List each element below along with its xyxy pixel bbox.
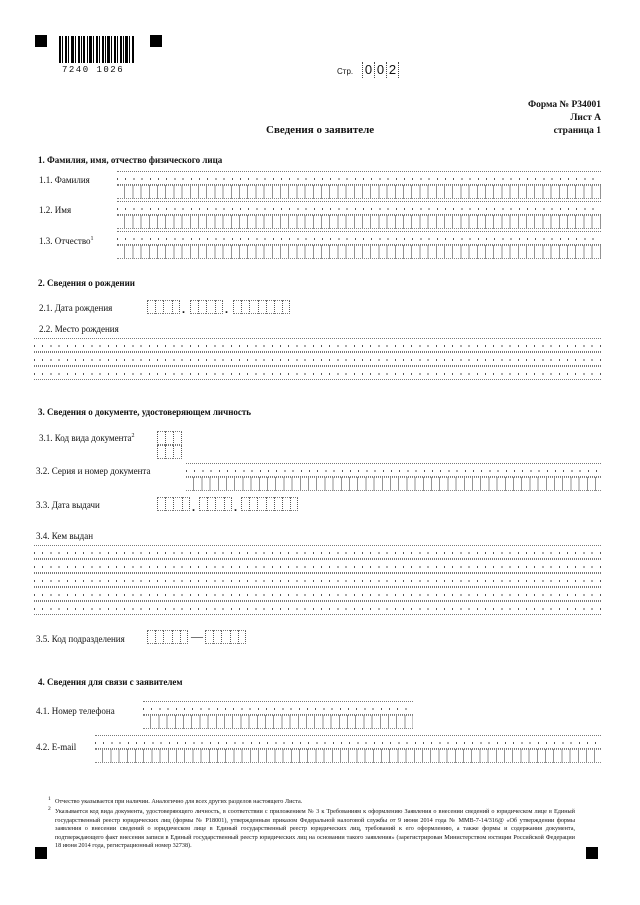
birth-place-input-row-2[interactable]	[34, 352, 601, 366]
issue-date-separator-1: .	[192, 500, 195, 514]
footnote-2: Указывается код вида документа, удостоверяющего личность, в соответствии с приложением № 3 к Требованиям к оформлению Заявления о внесении сведений о юридическом лице в Единый государственный реестр юридических лиц (формы № Р18001), утвержденным приказом Федеральной налоговой службы от 9 июня 2014 года № ММВ-7-14/316@ «Об утверждении формы заявления о внесении сведений о юридическом лице в Единый государственный реестр юридических лиц, требований к его оформлению, а также формы и содержания документа, подтверждающего факт внесения записи в Единый государственный реестр юридических лиц на основании такого заявления» (зарегистрирован Министерством юстиции Российской Федерации 18 июня 2014 года, регистрационный номер 32738).	[55, 808, 575, 850]
birth-month-input[interactable]	[190, 300, 223, 314]
form-meta	[528, 99, 601, 138]
birth-place-input-row-3[interactable]	[34, 366, 601, 380]
division-code-label: 3.5. Код подразделения	[36, 634, 125, 644]
page-label: Стр.	[337, 67, 354, 76]
birth-place-label: 2.2. Место рождения	[39, 324, 119, 334]
patronymic-input-row-2[interactable]	[117, 245, 601, 259]
page-digit-3: 2	[386, 62, 399, 78]
name-input-row-2[interactable]	[117, 215, 601, 229]
registration-marker-bottom-left	[35, 847, 47, 859]
birth-date-separator-1: .	[182, 302, 185, 316]
surname-label: 1.1. Фамилия	[39, 175, 90, 185]
series-number-input-row-2[interactable]	[186, 477, 601, 491]
issued-by-input-row-1[interactable]	[34, 545, 601, 559]
registration-marker-top-right	[150, 35, 162, 47]
division-code-separator: —	[191, 629, 203, 643]
issued-by-input-row-4[interactable]	[34, 587, 601, 601]
phone-input-row-2[interactable]	[143, 715, 413, 729]
birth-date-label: 2.1. Дата рождения	[39, 303, 113, 313]
issued-by-label: 3.4. Кем выдан	[36, 531, 94, 541]
division-code-part-2[interactable]	[205, 630, 246, 644]
birth-place-input-row-1[interactable]	[34, 338, 601, 352]
registration-marker-top-left	[35, 35, 47, 47]
patronymic-label	[39, 236, 94, 246]
issue-date-label: 3.3. Дата выдачи	[36, 500, 100, 510]
sheet-page-label: страница 1	[553, 126, 601, 136]
issued-by-input-row-5[interactable]	[34, 601, 601, 615]
birth-year-input[interactable]	[233, 300, 290, 314]
issue-month-input[interactable]	[199, 497, 232, 511]
name-label: 1.2. Имя	[39, 205, 72, 215]
surname-input-row-2[interactable]	[117, 185, 601, 199]
series-number-label: 3.2. Серия и номер документа	[36, 466, 151, 476]
doc-type-code-label	[39, 433, 135, 443]
section-4-heading: 4. Сведения для связи с заявителем	[38, 677, 183, 687]
phone-label: 4.1. Номер телефона	[36, 706, 115, 716]
registration-marker-bottom-right	[586, 847, 598, 859]
barcode-number: 7240 1026	[62, 65, 125, 75]
patronymic-label-text: 1.3. Отчество	[39, 236, 91, 246]
page-digit-2: 0	[374, 62, 387, 78]
email-input-row-2[interactable]	[95, 749, 601, 763]
section-2-heading: 2. Сведения о рождении	[38, 278, 135, 288]
name-input-row-1[interactable]	[117, 201, 601, 215]
birth-date-separator-2: .	[225, 302, 228, 316]
phone-input-row-1[interactable]	[143, 701, 413, 715]
issued-by-input-row-3[interactable]	[34, 573, 601, 587]
issue-date-separator-2: .	[234, 500, 237, 514]
section-3-heading: 3. Сведения о документе, удостоверяющем личность	[38, 407, 252, 417]
email-label: 4.2. E-mail	[36, 742, 77, 752]
page-title: Сведения о заявителе	[266, 124, 375, 136]
doc-type-code-input-row-2[interactable]	[157, 445, 182, 459]
surname-input-row-1[interactable]	[117, 171, 601, 185]
page-digit-1: 0	[362, 62, 375, 78]
doc-type-code-input[interactable]	[157, 431, 182, 445]
section-1-heading: 1. Фамилия, имя, отчество физического лица	[38, 155, 223, 165]
footnote-ref-1: 1	[90, 236, 94, 242]
form-number: Форма № Р34001	[527, 100, 601, 110]
email-input-row-1[interactable]	[95, 735, 601, 749]
footnote-2-mark: 2	[48, 806, 51, 812]
sheet-label: Лист А	[570, 113, 601, 123]
issue-day-input[interactable]	[157, 497, 190, 511]
footnote-1: Отчество указывается при наличии. Аналогично для всех других разделов настоящего Листа.	[55, 798, 303, 805]
issue-year-input[interactable]	[241, 497, 298, 511]
patronymic-input-row-1[interactable]	[117, 231, 601, 245]
division-code-part-1[interactable]	[147, 630, 188, 644]
barcode	[59, 36, 135, 63]
doc-type-code-label-text: 3.1. Код вида документа	[39, 433, 132, 443]
series-number-input-row-1[interactable]	[186, 463, 601, 477]
footnote-ref-2: 2	[131, 433, 135, 439]
birth-day-input[interactable]	[147, 300, 180, 314]
footnote-1-mark: 1	[48, 796, 51, 802]
issued-by-input-row-2[interactable]	[34, 559, 601, 573]
